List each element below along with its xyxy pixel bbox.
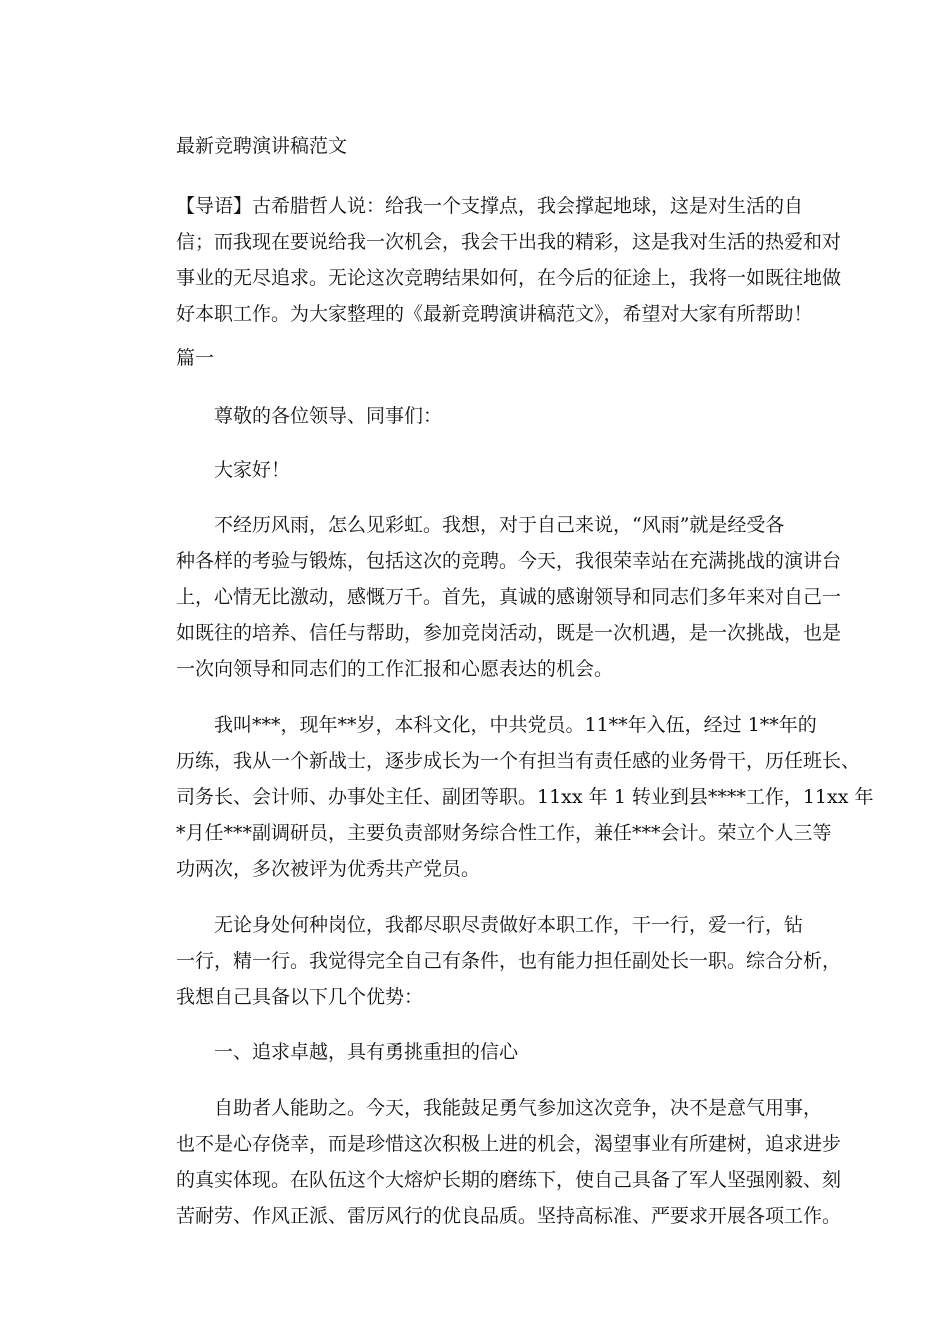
intro-line: 事业的无尽追求。无论这次竞聘结果如何，在今后的征途上，我将一如既往地做 — [176, 267, 842, 289]
paragraph-line: 也不是心存侥幸，而是珍惜这次积极上进的机会，渴望事业有所建树，追求进步 — [176, 1133, 842, 1155]
paragraph-line: 种各样的考验与锻炼，包括这次的竞聘。今天，我很荣幸站在充满挑战的演讲台 — [176, 550, 842, 572]
intro-line: 好本职工作。为大家整理的《最新竞聘演讲稿范文》，希望对大家有所帮助！ — [176, 303, 813, 325]
paragraph-line: 不经历风雨，怎么见彩虹。我想，对于自己来说，“风雨”就是经受各 — [214, 514, 785, 536]
paragraph-line: 的真实体现。在队伍这个大熔炉长期的磨练下，使自己具备了军人坚强刚毅、刻 — [176, 1169, 842, 1191]
paragraph-line: 一次向领导和同志们的工作汇报和心愿表达的机会。 — [176, 658, 614, 680]
salutation: 尊敬的各位领导、同事们： — [214, 405, 443, 427]
subheading: 一、追求卓越，具有勇挑重担的信心 — [214, 1041, 519, 1063]
paragraph-line: 历练，我从一个新战士，逐步成长为一个有担当有责任感的业务骨干，历任班长、 — [176, 750, 861, 772]
paragraph-line: 无论身处何种岗位，我都尽职尽责做好本职工作，干一行，爱一行，钻 — [214, 914, 804, 936]
document-title: 最新竞聘演讲稿范文 — [176, 135, 348, 157]
paragraph-line: 我叫***，现年**岁，本科文化，中共党员。11**年入伍，经过 1**年的 — [214, 714, 817, 736]
section-heading: 篇一 — [176, 347, 215, 369]
greeting: 大家好！ — [214, 459, 291, 481]
paragraph-line: 苦耐劳、作风正派、雷厉风行的优良品质。坚持高标准、严要求开展各项工作。 — [176, 1205, 842, 1227]
paragraph-line: 一行，精一行。我觉得完全自己有条件，也有能力担任副处长一职。综合分析， — [176, 950, 842, 972]
paragraph-line: *月任***副调研员，主要负责部财务综合性工作，兼任***会计。荣立个人三等 — [176, 822, 832, 844]
paragraph-line: 我想自己具备以下几个优势： — [176, 986, 424, 1008]
paragraph-line: 上，心情无比激动，感慨万千。首先，真诚的感谢领导和同志们多年来对自己一 — [176, 586, 842, 608]
paragraph-line: 司务长、会计师、办事处主任、副团等职。11xx 年 1 转业到县****工作，11xx 年 — [176, 786, 874, 808]
paragraph-line: 如既往的培养、信任与帮助，参加竞岗活动，既是一次机遇，是一次挑战，也是 — [176, 622, 842, 644]
paragraph-line: 功两次，多次被评为优秀共产党员。 — [176, 858, 481, 880]
paragraph-line: 自助者人能助之。今天，我能鼓足勇气参加这次竞争，决不是意气用事， — [214, 1097, 823, 1119]
intro-line: 【导语】古希腊哲人说：给我一个支撑点，我会撑起地球，这是对生活的自 — [176, 195, 804, 217]
intro-line: 信；而我现在要说给我一次机会，我会干出我的精彩，这是我对生活的热爱和对 — [176, 231, 842, 253]
